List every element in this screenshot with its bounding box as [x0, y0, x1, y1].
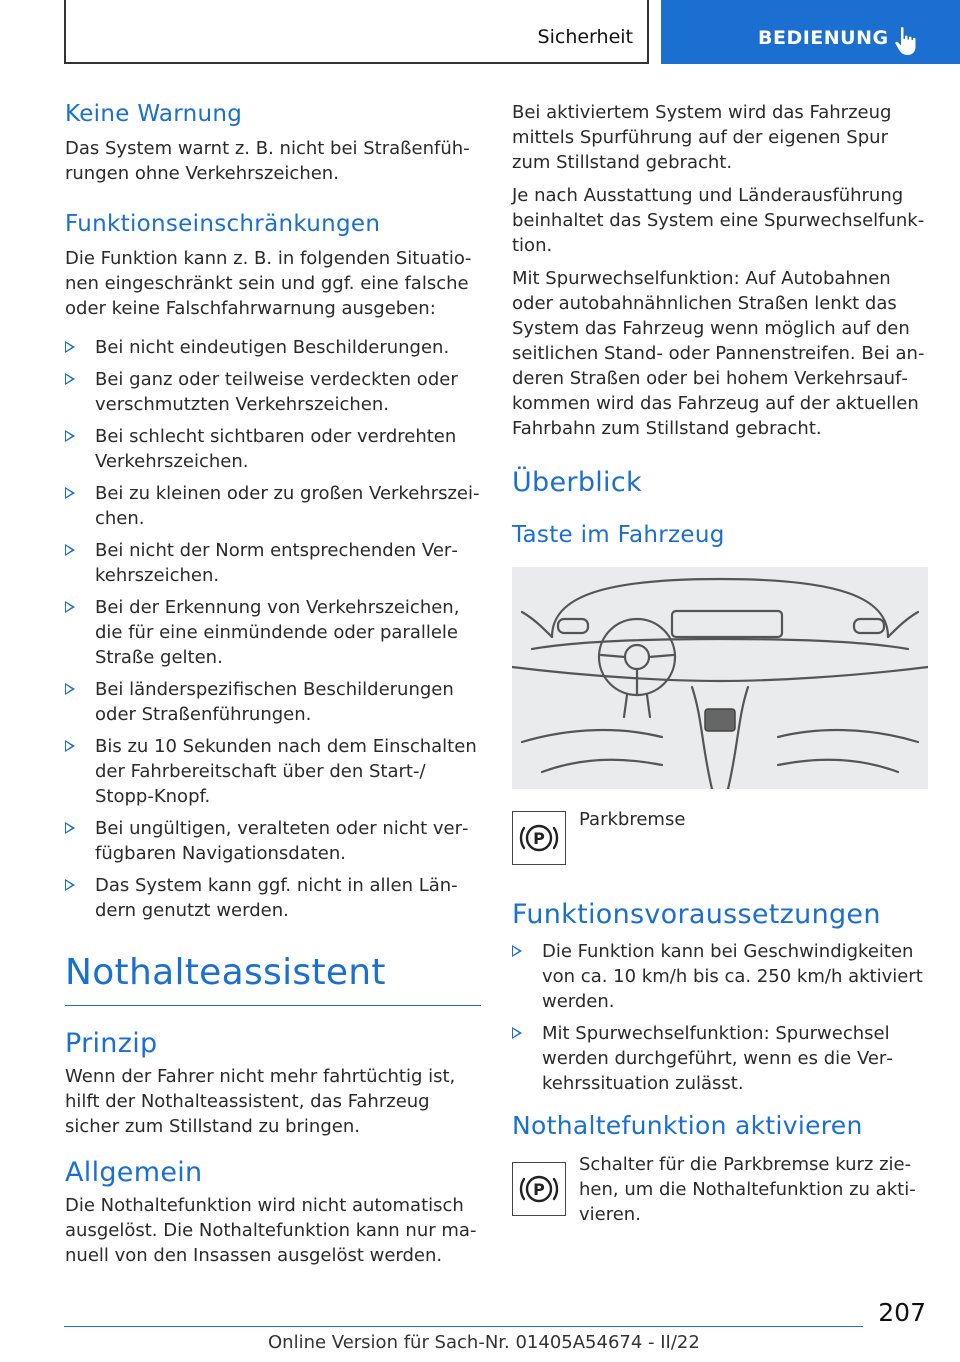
right-column	[512, 100, 928, 1242]
header-chapter-title: BEDIENUNG	[758, 27, 889, 49]
heading-ueberblick: Überblick	[512, 467, 642, 498]
bullet-triangle-icon	[65, 430, 75, 442]
list-item: Bei zu kleinen oder zu großen Verkehrszeichen.	[65, 481, 481, 531]
limitations-list	[65, 335, 481, 923]
parking-brake-icon-letter: P	[533, 1180, 545, 1199]
bullet-triangle-icon	[65, 544, 75, 556]
paragraph-funktionseinschraenkungen: Die Funktion kann z. B. in folgenden Situationen eingeschränkt sein und ggf. eine falsche oder keine Falschfahrwarnung ausgeben:	[65, 248, 472, 319]
vehicle-interior-illustration	[512, 567, 928, 789]
bullet-triangle-icon	[65, 822, 75, 834]
bullet-triangle-icon	[65, 487, 75, 499]
heading-taste-im-fahrzeug: Taste im Fahrzeug	[512, 522, 725, 548]
list-item: Mit Spurwechselfunktion: Spurwechsel werden durchgeführt, wenn es die Verkehrssituation zulässt.	[512, 1021, 928, 1096]
pointing-hand-icon	[894, 26, 920, 56]
parkbremse-label: Parkbremse	[579, 809, 686, 830]
aktivieren-instruction	[512, 1152, 928, 1242]
list-item: Bei nicht eindeutigen Beschilderungen.	[65, 335, 481, 360]
bullet-triangle-icon	[65, 683, 75, 695]
paragraph-aktiviertes-system: Bei aktiviertem System wird das Fahrzeug mittels Spurführung auf der eigenen Spur zum Stillstand gebracht.	[512, 102, 892, 173]
header-section-box	[64, 0, 649, 64]
heading-nothaltefunktion-aktivieren: Nothaltefunktion aktivieren	[512, 1111, 863, 1140]
list-item: Bei nicht der Norm entsprechenden Verkehrszeichen.	[65, 538, 481, 588]
paragraph-prinzip: Wenn der Fahrer nicht mehr fahrtüchtig ist, hilft der Nothalteassistent, das Fahrzeug sicher zum Stillstand zu bringen.	[65, 1066, 456, 1137]
footer-divider	[64, 1326, 863, 1327]
heading-nothalteassistent: Nothalteassistent	[65, 952, 386, 993]
bullet-triangle-icon	[65, 740, 75, 752]
list-item: Das System kann ggf. nicht in allen Ländern genutzt werden.	[65, 873, 481, 923]
bullet-triangle-icon	[65, 341, 75, 353]
paragraph-ausstattung: Je nach Ausstattung und Länderausführung beinhaltet das System eine Spurwechselfunktion.	[512, 185, 925, 256]
heading-prinzip: Prinzip	[65, 1028, 158, 1059]
heading-allgemein: Allgemein	[65, 1157, 203, 1188]
left-column	[65, 100, 481, 1268]
paragraph-spurwechselfunktion: Mit Spurwechselfunktion: Auf Autobahnen oder autobahnähnlichen Straßen lenkt das System das Fahrzeug wenn möglich auf den seitlichen Stand- oder Pannenstreifen. Bei anderen Straßen oder bei hohem Verkehrsaufkommen wird das Fahrzeug auf der aktuellen Fahrbahn zum Stillstand gebracht.	[512, 268, 925, 439]
bullet-triangle-icon	[65, 601, 75, 613]
heading-keine-warnung: Keine Warnung	[65, 101, 243, 127]
bullet-triangle-icon	[65, 373, 75, 385]
list-item: Bei der Erkennung von Verkehrszeichen, die für eine einmündende oder parallele Straße gelten.	[65, 595, 481, 670]
heading-funktionseinschraenkungen: Funktionseinschränkungen	[65, 211, 381, 237]
list-item: Bei ungültigen, veralteten oder nicht verfügbaren Navigationsdaten.	[65, 816, 481, 866]
parking-brake-icon	[512, 1162, 566, 1216]
bullet-triangle-icon	[512, 945, 522, 957]
parking-brake-icon	[512, 811, 566, 865]
list-item: Bei schlecht sichtbaren oder verdrehten Verkehrszeichen.	[65, 424, 481, 474]
bullet-triangle-icon	[65, 879, 75, 891]
header-section-title: Sicherheit	[537, 26, 633, 48]
heading-funktionsvoraussetzungen: Funktionsvoraussetzungen	[512, 899, 881, 930]
aktivieren-text: Schalter für die Parkbremse kurz ziehen, um die Nothaltefunktion zu aktivieren.	[579, 1154, 916, 1225]
vehicle-interior-drawing	[512, 567, 928, 789]
footer-version-text: Online Version für Sach-Nr. 01405A54674 - II/22	[268, 1332, 700, 1353]
list-item: Bis zu 10 Sekunden nach dem Einschalten der Fahrbereitschaft über den Start-/ Stopp-Knopf.	[65, 734, 481, 809]
list-item: Die Funktion kann bei Geschwindigkeiten von ca. 10 km/h bis ca. 250 km/h aktiviert werden.	[512, 939, 928, 1014]
parkbremse-legend	[512, 807, 928, 887]
header-chapter-tab	[661, 0, 960, 64]
list-item: Bei ganz oder teilweise verdeckten oder verschmutzten Verkehrszeichen.	[65, 367, 481, 417]
page-number: 207	[878, 1298, 926, 1327]
bullet-triangle-icon	[512, 1027, 522, 1039]
list-item: Bei länderspezifischen Beschilderungen oder Straßenführungen.	[65, 677, 481, 727]
paragraph-keine-warnung: Das System warnt z. B. nicht bei Straßenführungen ohne Verkehrszeichen.	[65, 138, 470, 184]
paragraph-allgemein: Die Nothaltefunktion wird nicht automatisch ausgelöst. Die Nothaltefunktion kann nur manuell von den Insassen ausgelöst werden.	[65, 1195, 477, 1266]
heading-divider	[65, 1005, 481, 1006]
parking-brake-icon-letter: P	[533, 829, 545, 848]
requirements-list	[512, 939, 928, 1096]
